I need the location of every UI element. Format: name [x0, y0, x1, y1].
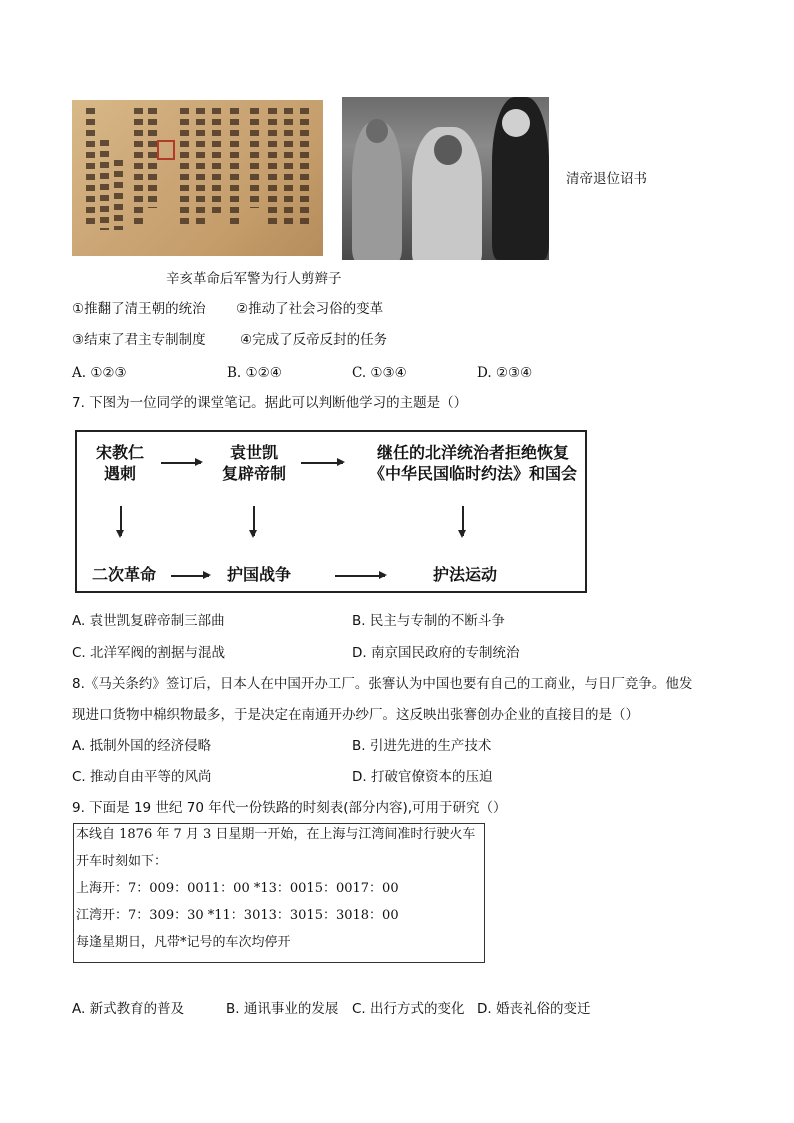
arrow-right-1	[161, 462, 201, 464]
q9-option-c: C. 出行方式的变化	[352, 1001, 465, 1017]
q7-question: 7. 下图为一位同学的课堂笔记。据此可以判断他学习的主题是（）	[72, 395, 468, 411]
arrow-down-3	[462, 506, 464, 536]
timetable-line: 每逢星期日，凡带*记号的车次均停开	[76, 935, 291, 950]
railway-timetable	[73, 823, 485, 963]
note-yuan-2: 复辟帝制	[221, 464, 286, 483]
timetable-line: 开车时刻如下：	[76, 854, 168, 869]
q6-option-d: D. ②③④	[477, 365, 533, 381]
arrow-down-1	[120, 506, 122, 536]
q9-option-d: D. 婚丧礼俗的变迁	[477, 1001, 591, 1017]
q8-question-line2: 现进口货物中棉织物最多，于是决定在南通开办纱厂。这反映出张謇创办企业的直接目的是（）	[72, 707, 639, 723]
q7-option-b: B. 民主与专制的不断斗争	[352, 613, 505, 629]
q8-question-line1: 8.《马关条约》签订后，日本人在中国开办工厂。张謇认为中国也要有自己的工商业，与日厂竞争。他发	[72, 676, 693, 692]
q8-option-c: C. 推动自由平等的风尚	[72, 769, 212, 785]
q6-option-c: C. ①③④	[352, 365, 407, 381]
timetable-line: 本线自 1876 年 7 月 3 日星期一开始，在上海与江湾间准时行驶火车	[76, 827, 476, 842]
statement-3: ③结束了君主专制制度	[72, 332, 206, 348]
q8-option-d: D. 打破官僚资本的压迫	[352, 769, 493, 785]
timetable-line: 江湾开：7：309：30 *11：3013：3015：3018：00	[76, 908, 399, 923]
arrow-right-4	[335, 575, 385, 577]
q8-option-b: B. 引进先进的生产技术	[352, 738, 492, 754]
q9-option-a: A. 新式教育的普及	[72, 1001, 185, 1017]
edict-image	[72, 100, 323, 256]
note-beiyang-1: 继任的北洋统治者拒绝恢复	[376, 443, 569, 462]
note-beiyang-2: 《中华民国临时约法》和国会	[368, 464, 577, 483]
q6-option-a: A. ①②③	[72, 365, 127, 381]
note-huguo-war: 护国战争	[226, 565, 291, 584]
note-song-2: 遇刺	[103, 464, 136, 483]
q8-option-a: A. 抵制外国的经济侵略	[72, 738, 212, 754]
note-song-1: 宋教仁	[95, 443, 144, 462]
arrow-right-2	[301, 462, 343, 464]
note-hufa-movement: 护法运动	[432, 565, 497, 584]
queue-cutting-photo	[342, 97, 549, 260]
note-yuan-1: 袁世凯	[229, 443, 278, 462]
q6-option-b: B. ①②④	[227, 365, 282, 381]
q9-option-b: B. 通讯事业的发展	[226, 1001, 339, 1017]
arrow-down-2	[253, 506, 255, 536]
statement-2: ②推动了社会习俗的变革	[236, 301, 384, 317]
q7-option-a: A. 袁世凯复辟帝制三部曲	[72, 613, 225, 629]
statement-4: ④完成了反帝反封的任务	[240, 332, 388, 348]
photo-caption: 辛亥革命后军警为行人剪辫子	[166, 271, 342, 287]
arrow-right-3	[171, 575, 209, 577]
edict-caption: 清帝退位诏书	[566, 171, 647, 187]
q7-option-c: C. 北洋军阀的割据与混战	[72, 645, 226, 661]
class-note-diagram	[75, 430, 587, 593]
timetable-line: 上海开：7：009：0011：00 *13：0015：0017：00	[76, 881, 399, 896]
q9-question: 9. 下面是 19 世纪 70 年代一份铁路的时刻表(部分内容),可用于研究（）	[72, 800, 507, 816]
statement-1: ①推翻了清王朝的统治	[72, 301, 206, 317]
note-second-revolution: 二次革命	[91, 565, 156, 584]
q7-option-d: D. 南京国民政府的专制统治	[352, 645, 520, 661]
